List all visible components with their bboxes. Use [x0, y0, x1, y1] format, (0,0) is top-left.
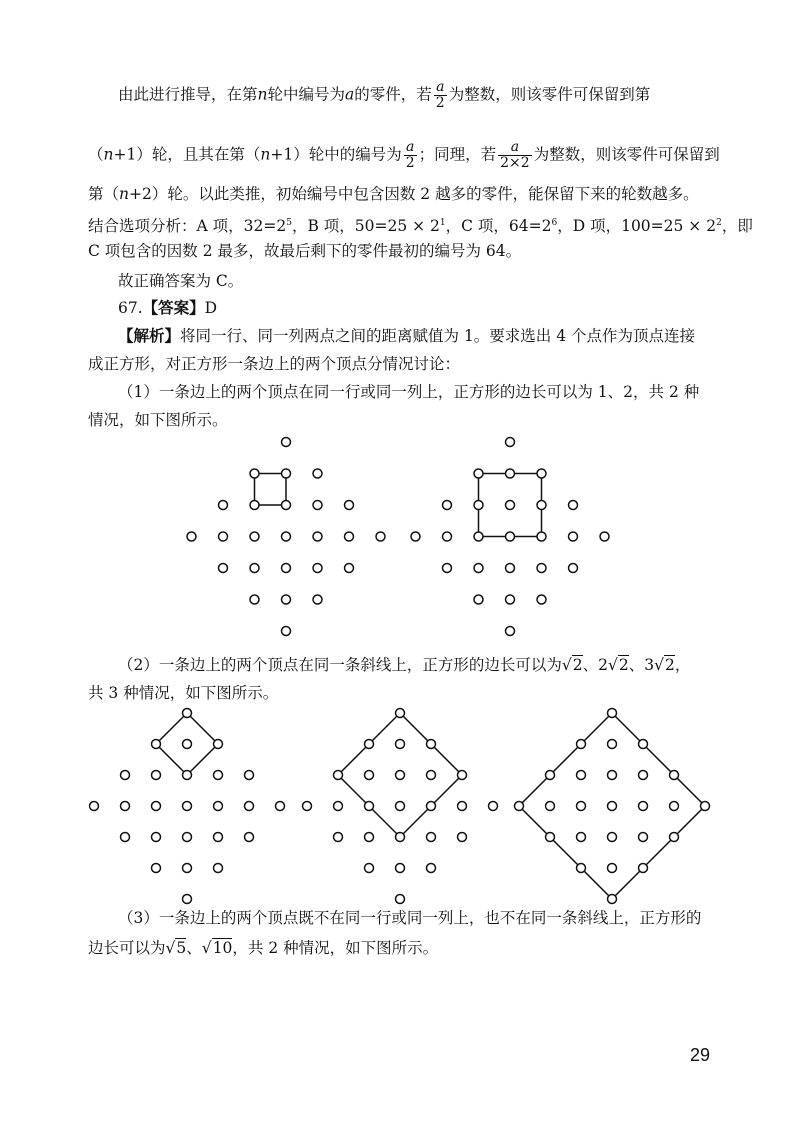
grid-dot — [608, 709, 617, 718]
grid-dot — [214, 740, 223, 749]
grid-dot — [187, 532, 196, 541]
text-line-3: 第（n+2）轮。以此类推，初始编号中包含因数 2 越多的零件，能保留下来的轮数越多。 — [88, 185, 699, 203]
grid-dot — [245, 771, 254, 780]
grid-dot — [313, 469, 322, 478]
grid-dot — [214, 833, 223, 842]
grid-dot — [639, 864, 648, 873]
grid-dot — [152, 864, 161, 873]
grid-dot — [600, 532, 609, 541]
grid-dot — [577, 802, 586, 811]
grid-dot — [506, 564, 515, 573]
grid-dot — [396, 802, 405, 811]
grid-dot — [608, 895, 617, 904]
grid-dot — [577, 771, 586, 780]
question-67-answer: 67.【答案】D — [118, 298, 218, 317]
grid-dot — [443, 501, 452, 510]
grid-dot — [396, 740, 405, 749]
grid-dot — [608, 802, 617, 811]
grid-dot — [639, 771, 648, 780]
grid-dot — [608, 740, 617, 749]
grid-dot — [121, 802, 130, 811]
grid-dot — [639, 833, 648, 842]
grid-dot — [515, 802, 524, 811]
grid-dot — [537, 595, 546, 604]
grid-dot — [427, 802, 436, 811]
grid-dot — [506, 595, 515, 604]
grid-dot — [608, 833, 617, 842]
grid-dot — [474, 469, 483, 478]
grid-dot — [443, 532, 452, 541]
page-number: 29 — [689, 1045, 710, 1065]
grid-dot — [474, 501, 483, 510]
grid-dot — [219, 532, 228, 541]
grid-dot — [334, 802, 343, 811]
grid-dot — [537, 469, 546, 478]
grid-dot — [569, 532, 578, 541]
fraction-a-over-2-b: $\frac{a}{2}$ — [405, 139, 415, 171]
grid-dot — [506, 438, 515, 447]
fraction-a-over-2x2: $\frac{a}{2\times 2}$ — [500, 139, 530, 171]
grid-dot — [376, 532, 385, 541]
grid-dot — [670, 771, 679, 780]
grid-dot — [152, 771, 161, 780]
grid-dot — [608, 771, 617, 780]
grid-dot — [219, 564, 228, 573]
grid-dot — [458, 833, 467, 842]
figure-1b-side-2 — [411, 438, 609, 636]
text-line-4: 结合选项分析：A 项，$32=2^5$，B 项，$50=25 \times 2^1$，C 项，$64=2^6$，D 项，$100=25 \times 2^2$，即 — [88, 217, 753, 236]
text-line-6: 故正确答案为 C。 — [118, 272, 244, 290]
grid-dot — [546, 833, 555, 842]
grid-dot — [152, 802, 161, 811]
grid-dot — [345, 532, 354, 541]
figure-1a-side-1 — [187, 438, 385, 636]
grid-dot — [670, 833, 679, 842]
grid-dot — [506, 532, 515, 541]
grid-dot — [365, 802, 374, 811]
grid-dot — [365, 833, 374, 842]
grid-dot — [546, 771, 555, 780]
fraction-a-over-2: $\frac{a}{2}$ — [435, 79, 445, 111]
case3-line-2: 边长可以为√5、√10，共 2 种情况，如下图所示。 — [88, 939, 439, 957]
grid-dot — [282, 532, 291, 541]
grid-dot — [506, 501, 515, 510]
grid-dot — [345, 501, 354, 510]
grid-dot — [427, 864, 436, 873]
grid-dot — [506, 469, 515, 478]
grid-dot — [396, 833, 405, 842]
grid-dot — [214, 864, 223, 873]
grid-dot — [245, 833, 254, 842]
grid-dot — [282, 595, 291, 604]
grid-dot — [427, 833, 436, 842]
figure-2b-side-2root2 — [303, 709, 498, 904]
grid-dot — [396, 895, 405, 904]
grid-dot — [427, 740, 436, 749]
case1-line-1: （1）一条边上的两个顶点在同一行或同一列上，正方形的边长可以为 1、2，共 2 种 — [118, 383, 700, 401]
grid-dot — [250, 469, 259, 478]
square-outline — [255, 474, 287, 506]
grid-dot — [537, 564, 546, 573]
grid-dot — [670, 802, 679, 811]
grid-dot — [282, 438, 291, 447]
grid-dot — [365, 740, 374, 749]
grid-dot — [396, 864, 405, 873]
grid-dot — [303, 802, 312, 811]
figure-2c-side-3root2 — [515, 709, 710, 904]
case1-line-2: 情况，如下图所示。 — [88, 411, 228, 429]
grid-dot — [639, 802, 648, 811]
grid-dot — [365, 864, 374, 873]
grid-dot — [183, 740, 192, 749]
grid-dot — [152, 833, 161, 842]
grid-dot — [250, 564, 259, 573]
grid-dot — [365, 771, 374, 780]
grid-dot — [152, 740, 161, 749]
grid-dot — [334, 833, 343, 842]
grid-dot — [183, 771, 192, 780]
grid-dot — [282, 501, 291, 510]
case3-line-1: （3）一条边上的两个顶点既不在同一行或同一列上，也不在同一条斜线上，正方形的 — [118, 909, 702, 927]
grid-dot — [639, 740, 648, 749]
grid-dot — [183, 709, 192, 718]
analysis-line-2: 成正方形，对正方形一条边上的两个顶点分情况讨论： — [88, 355, 461, 373]
text-line-5: C 项包含的因数 2 最多，故最后剩下的零件最初的编号为 64。 — [88, 242, 522, 260]
grid-dot — [313, 532, 322, 541]
grid-dot — [245, 802, 254, 811]
grid-dot — [577, 864, 586, 873]
grid-dot — [313, 564, 322, 573]
grid-dot — [282, 627, 291, 636]
grid-dot — [577, 833, 586, 842]
grid-dot — [313, 501, 322, 510]
grid-dot — [411, 532, 420, 541]
grid-dot — [183, 833, 192, 842]
grid-dot — [250, 532, 259, 541]
grid-dot — [474, 595, 483, 604]
grid-dot — [90, 802, 99, 811]
grid-dot — [569, 564, 578, 573]
grid-dot — [701, 802, 710, 811]
grid-dot — [214, 771, 223, 780]
case2-line-2: 共 3 种情况，如下图所示。 — [88, 684, 279, 702]
grid-dot — [396, 709, 405, 718]
grid-dot — [396, 771, 405, 780]
grid-dot — [250, 501, 259, 510]
grid-dot — [183, 802, 192, 811]
grid-dot — [121, 771, 130, 780]
grid-dot — [443, 564, 452, 573]
grid-dot — [219, 501, 228, 510]
analysis-line-1: 【解析】将同一行、同一列两点之间的距离赋值为 1。要求选出 4 个点作为顶点连接 — [118, 326, 696, 345]
grid-dot — [183, 895, 192, 904]
grid-dot — [577, 740, 586, 749]
grid-dot — [537, 501, 546, 510]
grid-dot — [282, 564, 291, 573]
grid-dot — [183, 864, 192, 873]
grid-dot — [427, 771, 436, 780]
grid-dot — [537, 532, 546, 541]
grid-dot — [345, 564, 354, 573]
grid-dot — [569, 501, 578, 510]
grid-dot — [282, 469, 291, 478]
grid-dot — [474, 532, 483, 541]
grid-dot — [489, 802, 498, 811]
text-line-1: 由此进行推导，在第n轮中编号为a的零件，若 $\frac{a}{2}$ 为整数，则该零件可保留到第 — [118, 79, 651, 111]
grid-dot — [458, 802, 467, 811]
text-line-2: （n+1）轮，且其在第（n+1）轮中的编号为 $\frac{a}{2}$ ；同理，若 $\frac{a}{2\times 2}$ 为整数，则该零件可保留到 — [88, 139, 720, 171]
case2-line-1: （2）一条边上的两个顶点在同一条斜线上，正方形的边长可以为√2、2√2、3√2， — [118, 656, 691, 674]
grid-dot — [474, 564, 483, 573]
grid-dot — [121, 833, 130, 842]
grid-dot — [458, 771, 467, 780]
grid-dot — [608, 864, 617, 873]
figure-2a-side-root2 — [90, 709, 285, 904]
grid-dot — [250, 595, 259, 604]
grid-dot — [334, 771, 343, 780]
grid-dot — [276, 802, 285, 811]
grid-dot — [313, 595, 322, 604]
grid-dot — [506, 627, 515, 636]
grid-dot — [214, 802, 223, 811]
grid-dot — [546, 802, 555, 811]
